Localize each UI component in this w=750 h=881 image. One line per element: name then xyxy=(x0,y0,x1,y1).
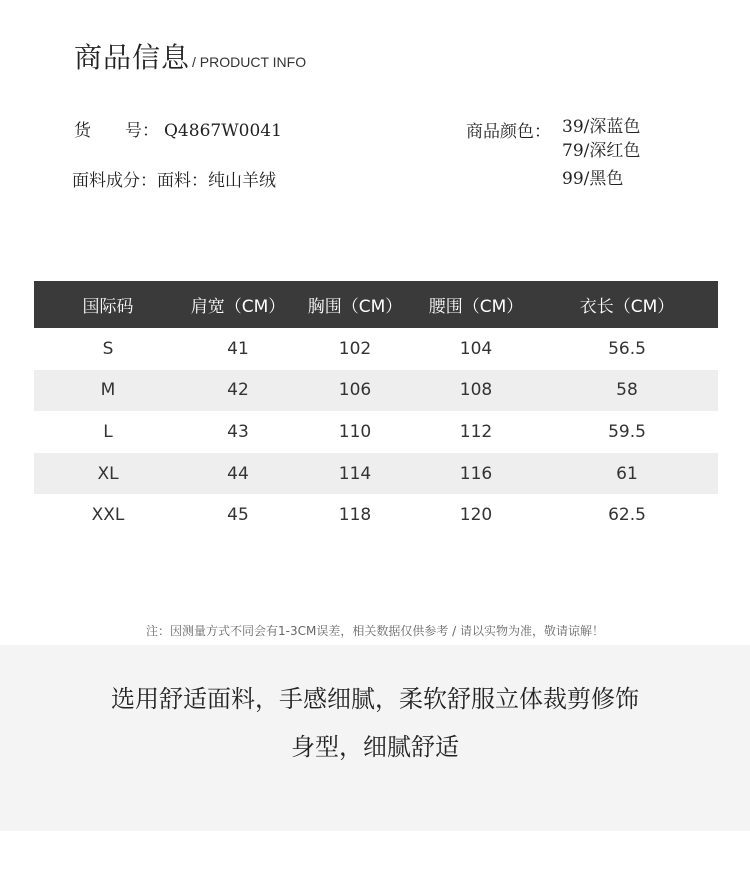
header-waist: 腰围（CM） xyxy=(416,281,536,328)
sku-label: 货 号： xyxy=(74,121,159,141)
cell-chest: 102 xyxy=(338,338,372,359)
color-row xyxy=(466,117,640,193)
cell-waist: 116 xyxy=(416,453,536,495)
cell-size: XL xyxy=(34,453,182,495)
header-length: 衣长（CM） xyxy=(536,281,718,328)
title-english: / PRODUCT INFO xyxy=(192,54,307,70)
cell-length: 61 xyxy=(536,453,718,495)
cell-chest: 110 xyxy=(338,421,372,442)
cell-chest: 118 xyxy=(338,505,372,526)
cell-size: XXL xyxy=(91,505,125,526)
cell-shoulder: 42 xyxy=(182,370,294,412)
cell-length: 62.5 xyxy=(608,505,646,526)
sku-value: Q4867W0041 xyxy=(164,121,282,141)
cell-chest: 106 xyxy=(294,370,416,412)
fabric-row xyxy=(72,166,276,191)
cell-length: 59.5 xyxy=(608,421,646,442)
fabric-label: 面料成分： xyxy=(72,171,157,191)
measurement-note: 注：因测量方式不同会有1-3CM误差，相关数据仅供参考 / 请以实物为准，敬请谅解！ xyxy=(145,624,604,638)
table-row xyxy=(34,411,718,453)
cell-shoulder: 41 xyxy=(227,338,249,359)
title-chinese: 商品信息 xyxy=(74,41,191,74)
cell-length: 56.5 xyxy=(608,338,646,359)
cell-waist: 120 xyxy=(459,505,493,526)
color-item: 39/深蓝色 xyxy=(562,117,641,137)
cell-waist: 108 xyxy=(416,370,536,412)
size-chart-table xyxy=(34,281,718,536)
color-item: 99/黑色 xyxy=(562,169,624,189)
description-line-1: 选用舒适面料，手感细腻，柔软舒服立体裁剪修饰 xyxy=(111,685,639,713)
table-header-row xyxy=(34,281,718,328)
cell-shoulder: 44 xyxy=(182,453,294,495)
header-size: 国际码 xyxy=(34,281,182,328)
table-row xyxy=(34,494,718,536)
header-shoulder: 肩宽（CM） xyxy=(182,281,294,328)
description-line-2: 身型，细腻舒适 xyxy=(291,733,459,761)
cell-shoulder: 45 xyxy=(227,505,249,526)
sku-row xyxy=(74,116,282,141)
cell-length: 58 xyxy=(536,370,718,412)
table-row xyxy=(34,453,718,495)
color-label: 商品颜色： xyxy=(466,122,551,142)
cell-waist: 112 xyxy=(459,421,493,442)
cell-size: L xyxy=(103,421,113,442)
cell-waist: 104 xyxy=(459,338,493,359)
color-item: 79/深红色 xyxy=(562,141,641,161)
cell-size: S xyxy=(102,338,114,359)
cell-chest: 114 xyxy=(294,453,416,495)
section-title xyxy=(74,36,306,76)
description-banner xyxy=(0,645,750,831)
table-row xyxy=(34,370,718,412)
color-list xyxy=(562,117,640,193)
cell-size: M xyxy=(34,370,182,412)
table-row xyxy=(34,328,718,370)
fabric-value: 面料：纯山羊绒 xyxy=(157,171,276,191)
header-chest: 胸围（CM） xyxy=(294,281,416,328)
cell-shoulder: 43 xyxy=(227,421,249,442)
